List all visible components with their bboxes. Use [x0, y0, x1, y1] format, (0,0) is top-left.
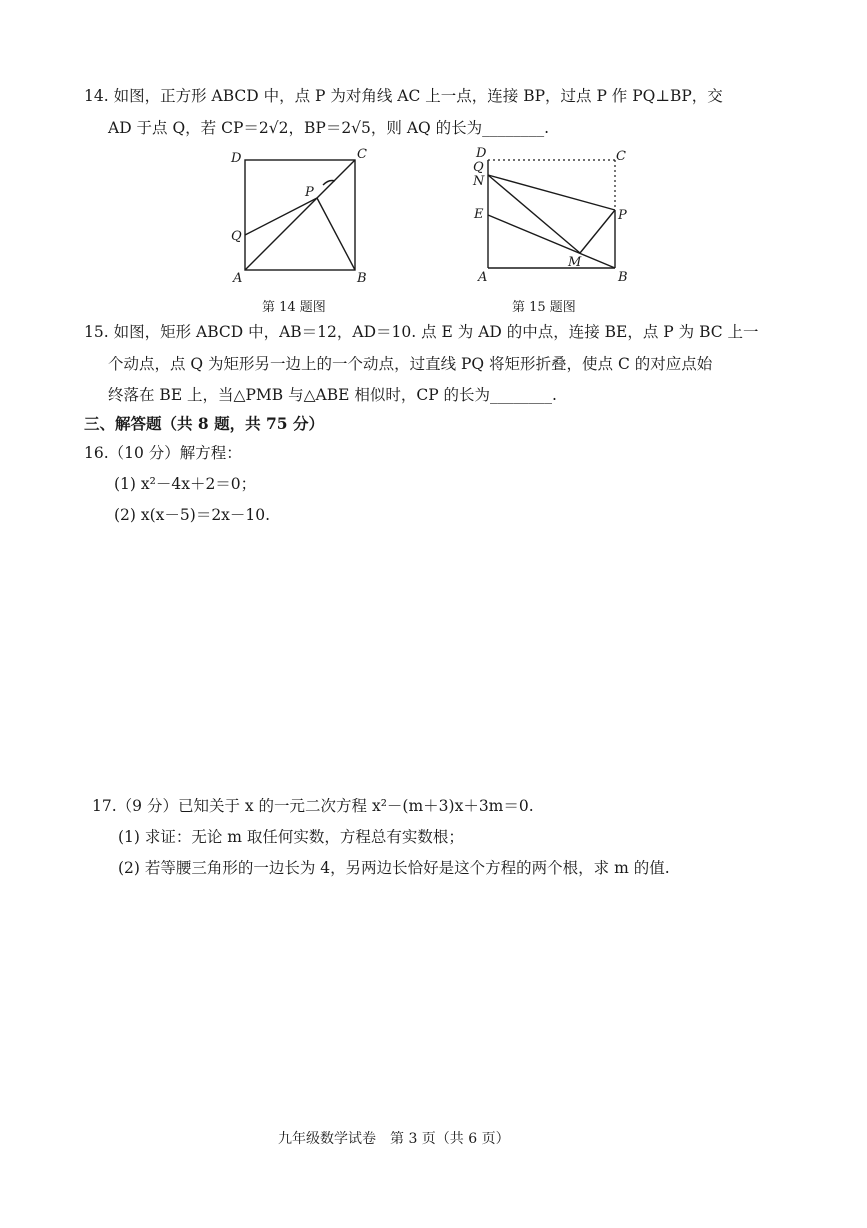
q16-stem: 16.（10 分）解方程： — [84, 444, 242, 462]
segment-qp — [488, 175, 615, 210]
label-q: Q — [473, 160, 484, 175]
label-e: E — [474, 207, 484, 222]
label-b: B — [357, 271, 367, 285]
figure-15-caption: 第 15 题图 — [512, 300, 576, 315]
q17-part1: (1) 求证：无论 m 取任何实数，方程总有实数根； — [118, 828, 464, 846]
figure-14 — [225, 140, 370, 285]
label-q: Q — [231, 229, 242, 244]
label-a: A — [233, 271, 243, 285]
label-m: M — [568, 255, 582, 270]
label-c: C — [616, 149, 626, 164]
segment-nm — [488, 175, 580, 253]
segment-pq — [245, 198, 317, 235]
q14-line1: 14. 如图，正方形 ABCD 中，点 P 为对角线 AC 上一点，连接 BP，过点 P 作 PQ⊥BP，交 — [84, 87, 723, 105]
label-d: D — [231, 151, 242, 166]
figure-14-diagram — [225, 140, 370, 285]
label-a: A — [478, 270, 488, 285]
label-d: D — [476, 146, 487, 161]
figure-14-caption: 第 14 题图 — [262, 300, 326, 315]
q16-part1: (1) x²－4x＋2＝0； — [114, 475, 257, 493]
figure-15 — [470, 140, 640, 285]
page-footer: 九年级数学试卷 第 3 页（共 6 页） — [278, 1131, 510, 1147]
section-3-heading: 三、解答题（共 8 题，共 75 分） — [84, 414, 324, 433]
q17-part2: (2) 若等腰三角形的一边长为 4，另两边长恰好是这个方程的两个根，求 m 的值. — [118, 859, 670, 877]
segment-bp — [317, 198, 355, 270]
q17-stem: 17.（9 分）已知关于 x 的一元二次方程 x²－(m＋3)x＋3m＝0. — [92, 797, 534, 815]
segment-mp — [580, 210, 615, 253]
q15-line1: 15. 如图，矩形 ABCD 中，AB＝12，AD＝10. 点 E 为 AD 的中点，连接 BE，点 P 为 BC 上一 — [84, 323, 759, 341]
q14-line2: AD 于点 Q，若 CP＝2√2，BP＝2√5，则 AQ 的长为________. — [108, 119, 550, 137]
label-p: P — [618, 208, 627, 223]
label-p: P — [305, 185, 314, 200]
diagonal-ac — [245, 160, 355, 270]
label-c: C — [357, 147, 367, 162]
q15-line3: 终落在 BE 上，当△PMB 与△ABE 相似时，CP 的长为________. — [108, 386, 557, 404]
label-n: N — [473, 174, 485, 189]
q15-line2: 个动点，点 Q 为矩形另一边上的一个动点，过直线 PQ 将矩形折叠，使点 C 的对应点始 — [108, 355, 713, 373]
segment-be — [488, 215, 615, 268]
label-b: B — [618, 270, 628, 285]
q16-part2: (2) x(x－5)＝2x－10. — [114, 506, 271, 524]
figure-15-diagram — [470, 140, 640, 285]
